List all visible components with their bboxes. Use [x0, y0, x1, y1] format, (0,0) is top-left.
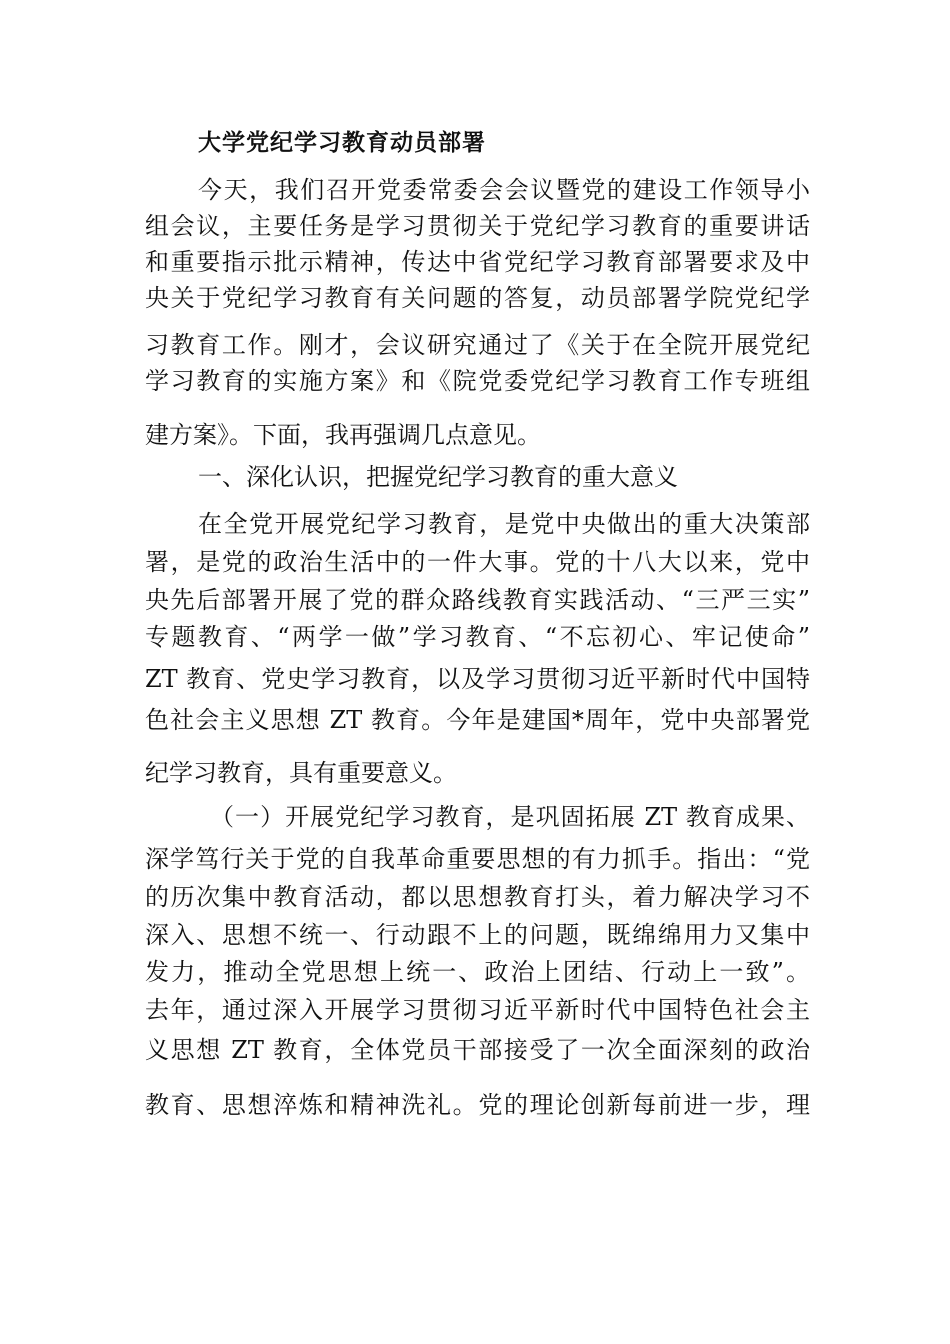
paragraph-line: 央关于党纪学习教育有关问题的答复，动员部署学院党纪学: [145, 284, 810, 312]
paragraph-line: 和重要指示批示精神，传达中省党纪学习教育部署要求及中: [145, 248, 810, 276]
section-heading: 一、深化认识，把握党纪学习教育的重大意义: [198, 463, 678, 491]
paragraph-line: 建方案》。下面，我再强调几点意见。: [145, 421, 541, 449]
paragraph-line: 组会议，主要任务是学习贯彻关于党纪学习教育的重要讲话: [145, 212, 810, 240]
paragraph-line: 署，是党的政治生活中的一件大事。党的十八大以来，党中: [145, 548, 810, 576]
document-title: 大学党纪学习教育动员部署: [198, 129, 486, 156]
paragraph-line: 央先后部署开展了党的群众路线教育实践活动、“三严三实”: [145, 586, 810, 614]
paragraph-line: 专题教育、“两学一做”学习教育、“不忘初心、牢记使命”: [145, 623, 810, 651]
paragraph-line: 义思想 ZT 教育，全体党员干部接受了一次全面深刻的政治: [145, 1036, 810, 1064]
paragraph-line: 习教育工作。刚才，会议研究通过了《关于在全院开展党纪: [145, 331, 810, 359]
paragraph-line: ZT 教育、党史学习教育，以及学习贯彻习近平新时代中国特: [145, 665, 810, 693]
paragraph-line: 深入、思想不统一、行动跟不上的问题，既绵绵用力又集中: [145, 921, 810, 949]
paragraph-line: 学习教育的实施方案》和《院党委党纪学习教育工作专班组: [145, 367, 810, 395]
paragraph-line: 在全党开展党纪学习教育，是党中央做出的重大决策部: [198, 510, 810, 538]
paragraph-line: 教育、思想淬炼和精神洗礼。党的理论创新每前进一步，理: [145, 1091, 810, 1119]
paragraph-line: 深学笃行关于党的自我革命重要思想的有力抓手。指出：“党: [145, 845, 810, 873]
paragraph-line: 发力，推动全党思想上统一、政治上团结、行动上一致”。: [145, 958, 810, 986]
paragraph-line: 色社会主义思想 ZT 教育。今年是建国*周年，党中央部署党: [145, 706, 810, 734]
paragraph-line: 的历次集中教育活动，都以思想教育打头，着力解决学习不: [145, 883, 810, 911]
paragraph-line: 今天，我们召开党委常委会会议暨党的建设工作领导小: [198, 176, 810, 204]
paragraph-line: 去年，通过深入开展学习贯彻习近平新时代中国特色社会主: [145, 996, 810, 1024]
paragraph-line: （一）开展党纪学习教育，是巩固拓展 ZT 教育成果、: [210, 803, 810, 831]
paragraph-line: 纪学习教育，具有重要意义。: [145, 759, 457, 787]
